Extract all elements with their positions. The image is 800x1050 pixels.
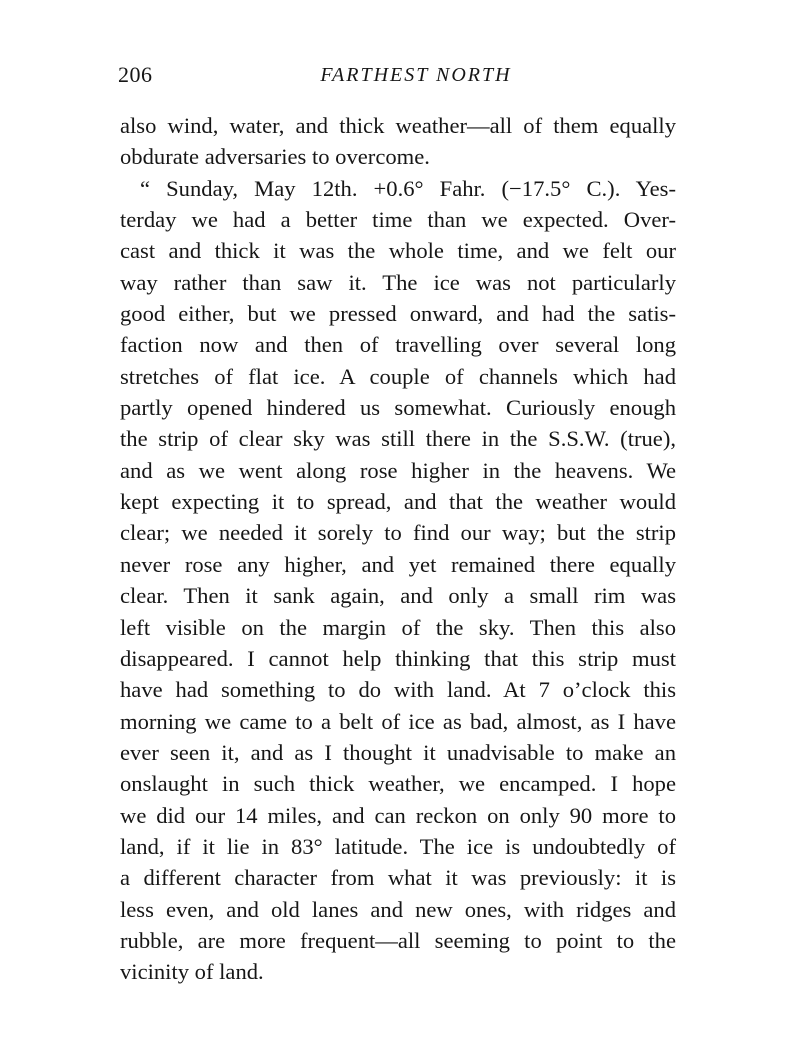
text-line: we did our 14 miles, and can reckon on only 90 more to [120, 802, 676, 828]
text-line: never rose any higher, and yet remained there equally [120, 551, 676, 577]
text-line: terday we had a better time than we expected. Over- [120, 207, 676, 233]
text-line: a different character from what it was previously: it is [120, 865, 676, 891]
text-line: vicinity of land. [120, 959, 264, 985]
text-line: ever seen it, and as I thought it unadvisable to make an [120, 739, 676, 765]
text-line: have had something to do with land. At 7 o’clock this [120, 677, 676, 703]
text-line: disappeared. I cannot help thinking that this strip must [120, 645, 676, 671]
text-line: kept expecting it to spread, and that the weather would [120, 489, 676, 515]
text-line: left visible on the margin of the sky. Then this also [120, 614, 676, 640]
text-line: onslaught in such thick weather, we encamped. I hope [120, 771, 676, 797]
text-line: clear; we needed it sorely to find our way; but the strip [120, 520, 676, 546]
running-title: FARTHEST NORTH [320, 64, 512, 86]
text-line: “ Sunday, May 12th. +0.6° Fahr. (−17.5° C.). Yes- [140, 175, 676, 201]
text-line: land, if it lie in 83° latitude. The ice is undoubtedly of [120, 833, 676, 859]
page-number: 206 [118, 62, 153, 87]
text-line: also wind, water, and thick weather—all of them equally [120, 113, 676, 138]
text-line: less even, and old lanes and new ones, with ridges and [120, 896, 676, 922]
running-head [118, 62, 678, 92]
text-line: clear. Then it sank again, and only a small rim was [120, 583, 676, 609]
text-line: the strip of clear sky was still there in the S.S.W. (true), [120, 426, 676, 452]
text-line: cast and thick it was the whole time, and we felt our [120, 238, 676, 264]
text-line: partly opened hindered us somewhat. Curiously enough [120, 395, 676, 421]
text-line: way rather than saw it. The ice was not particularly [120, 269, 676, 295]
text-line: stretches of flat ice. A couple of channels which had [120, 363, 676, 389]
text-line: morning we came to a belt of ice as bad, almost, as I have [120, 708, 676, 734]
text-line: obdurate adversaries to overcome. [120, 144, 430, 170]
text-line: faction now and then of travelling over several long [120, 332, 676, 358]
text-line: good either, but we pressed onward, and had the satis- [120, 301, 676, 327]
body-text [120, 110, 676, 988]
text-line: rubble, are more frequent—all seeming to point to the [120, 927, 676, 953]
text-line: and as we went along rose higher in the heavens. We [120, 457, 676, 483]
